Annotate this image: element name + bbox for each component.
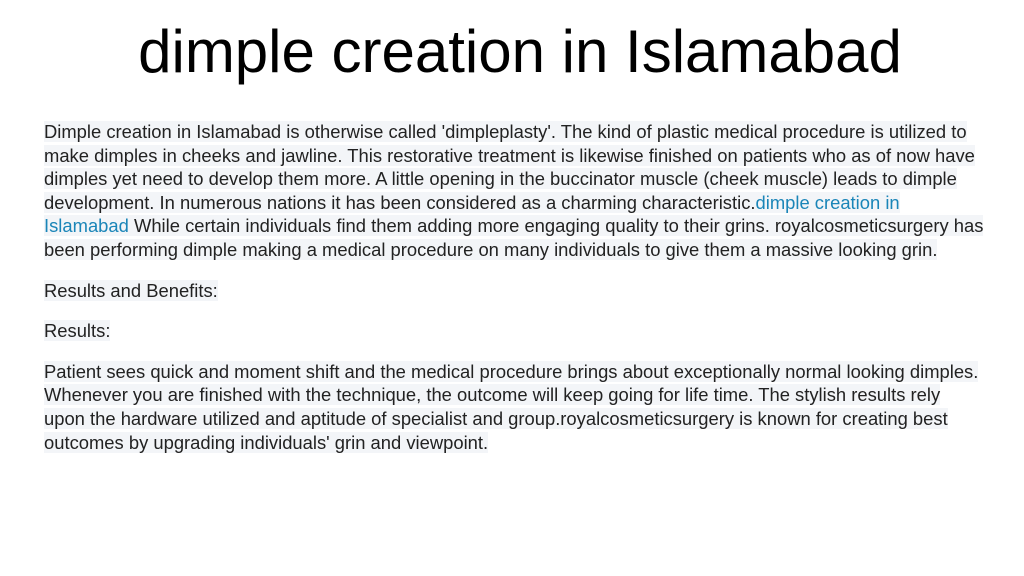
dimple-creation-link[interactable]: dimple creation in Islamabad: [44, 191, 900, 237]
intro-text-before: Dimple creation in Islamabad is otherwise called 'dimpleplasty'. The kind of plastic medical procedure is utilized to make dimples in cheeks and jawline. This restorative treatment is likewise finished on patients who as of now have dimples yet need to develop them more. A little opening in the buccinator muscle (cheek muscle) leads to dimple development. In numerous nations it has been considered as a charming characteristic.: [44, 121, 975, 213]
content-body: [44, 120, 984, 471]
page-title: dimple creation in Islamabad: [138, 18, 902, 85]
results-text: Patient sees quick and moment shift and the medical procedure brings about exceptionally normal looking dimples. Whenever you are finished with the technique, the outcome will keep going for life time. The stylish results rely upon the hardware utilized and aptitude of specialist and group.royalcosmeticsurgery is known for creating best outcomes by upgrading individuals' grin and viewpoint.: [44, 360, 979, 453]
results-paragraph: [44, 360, 984, 454]
results-heading: [44, 319, 984, 343]
results-benefits-heading: [44, 279, 984, 303]
results-heading-highlight: Results:: [44, 320, 111, 342]
intro-text-after: While certain individuals find them adding more engaging quality to their grins. royalcosmeticsurgery has been performing dimple making a medical procedure on many individuals to give them a massive looking grin.: [44, 215, 984, 260]
intro-highlight: [44, 121, 983, 260]
intro-paragraph: [44, 120, 984, 262]
results-benefits-highlight: Results and Benefits:: [44, 279, 218, 301]
